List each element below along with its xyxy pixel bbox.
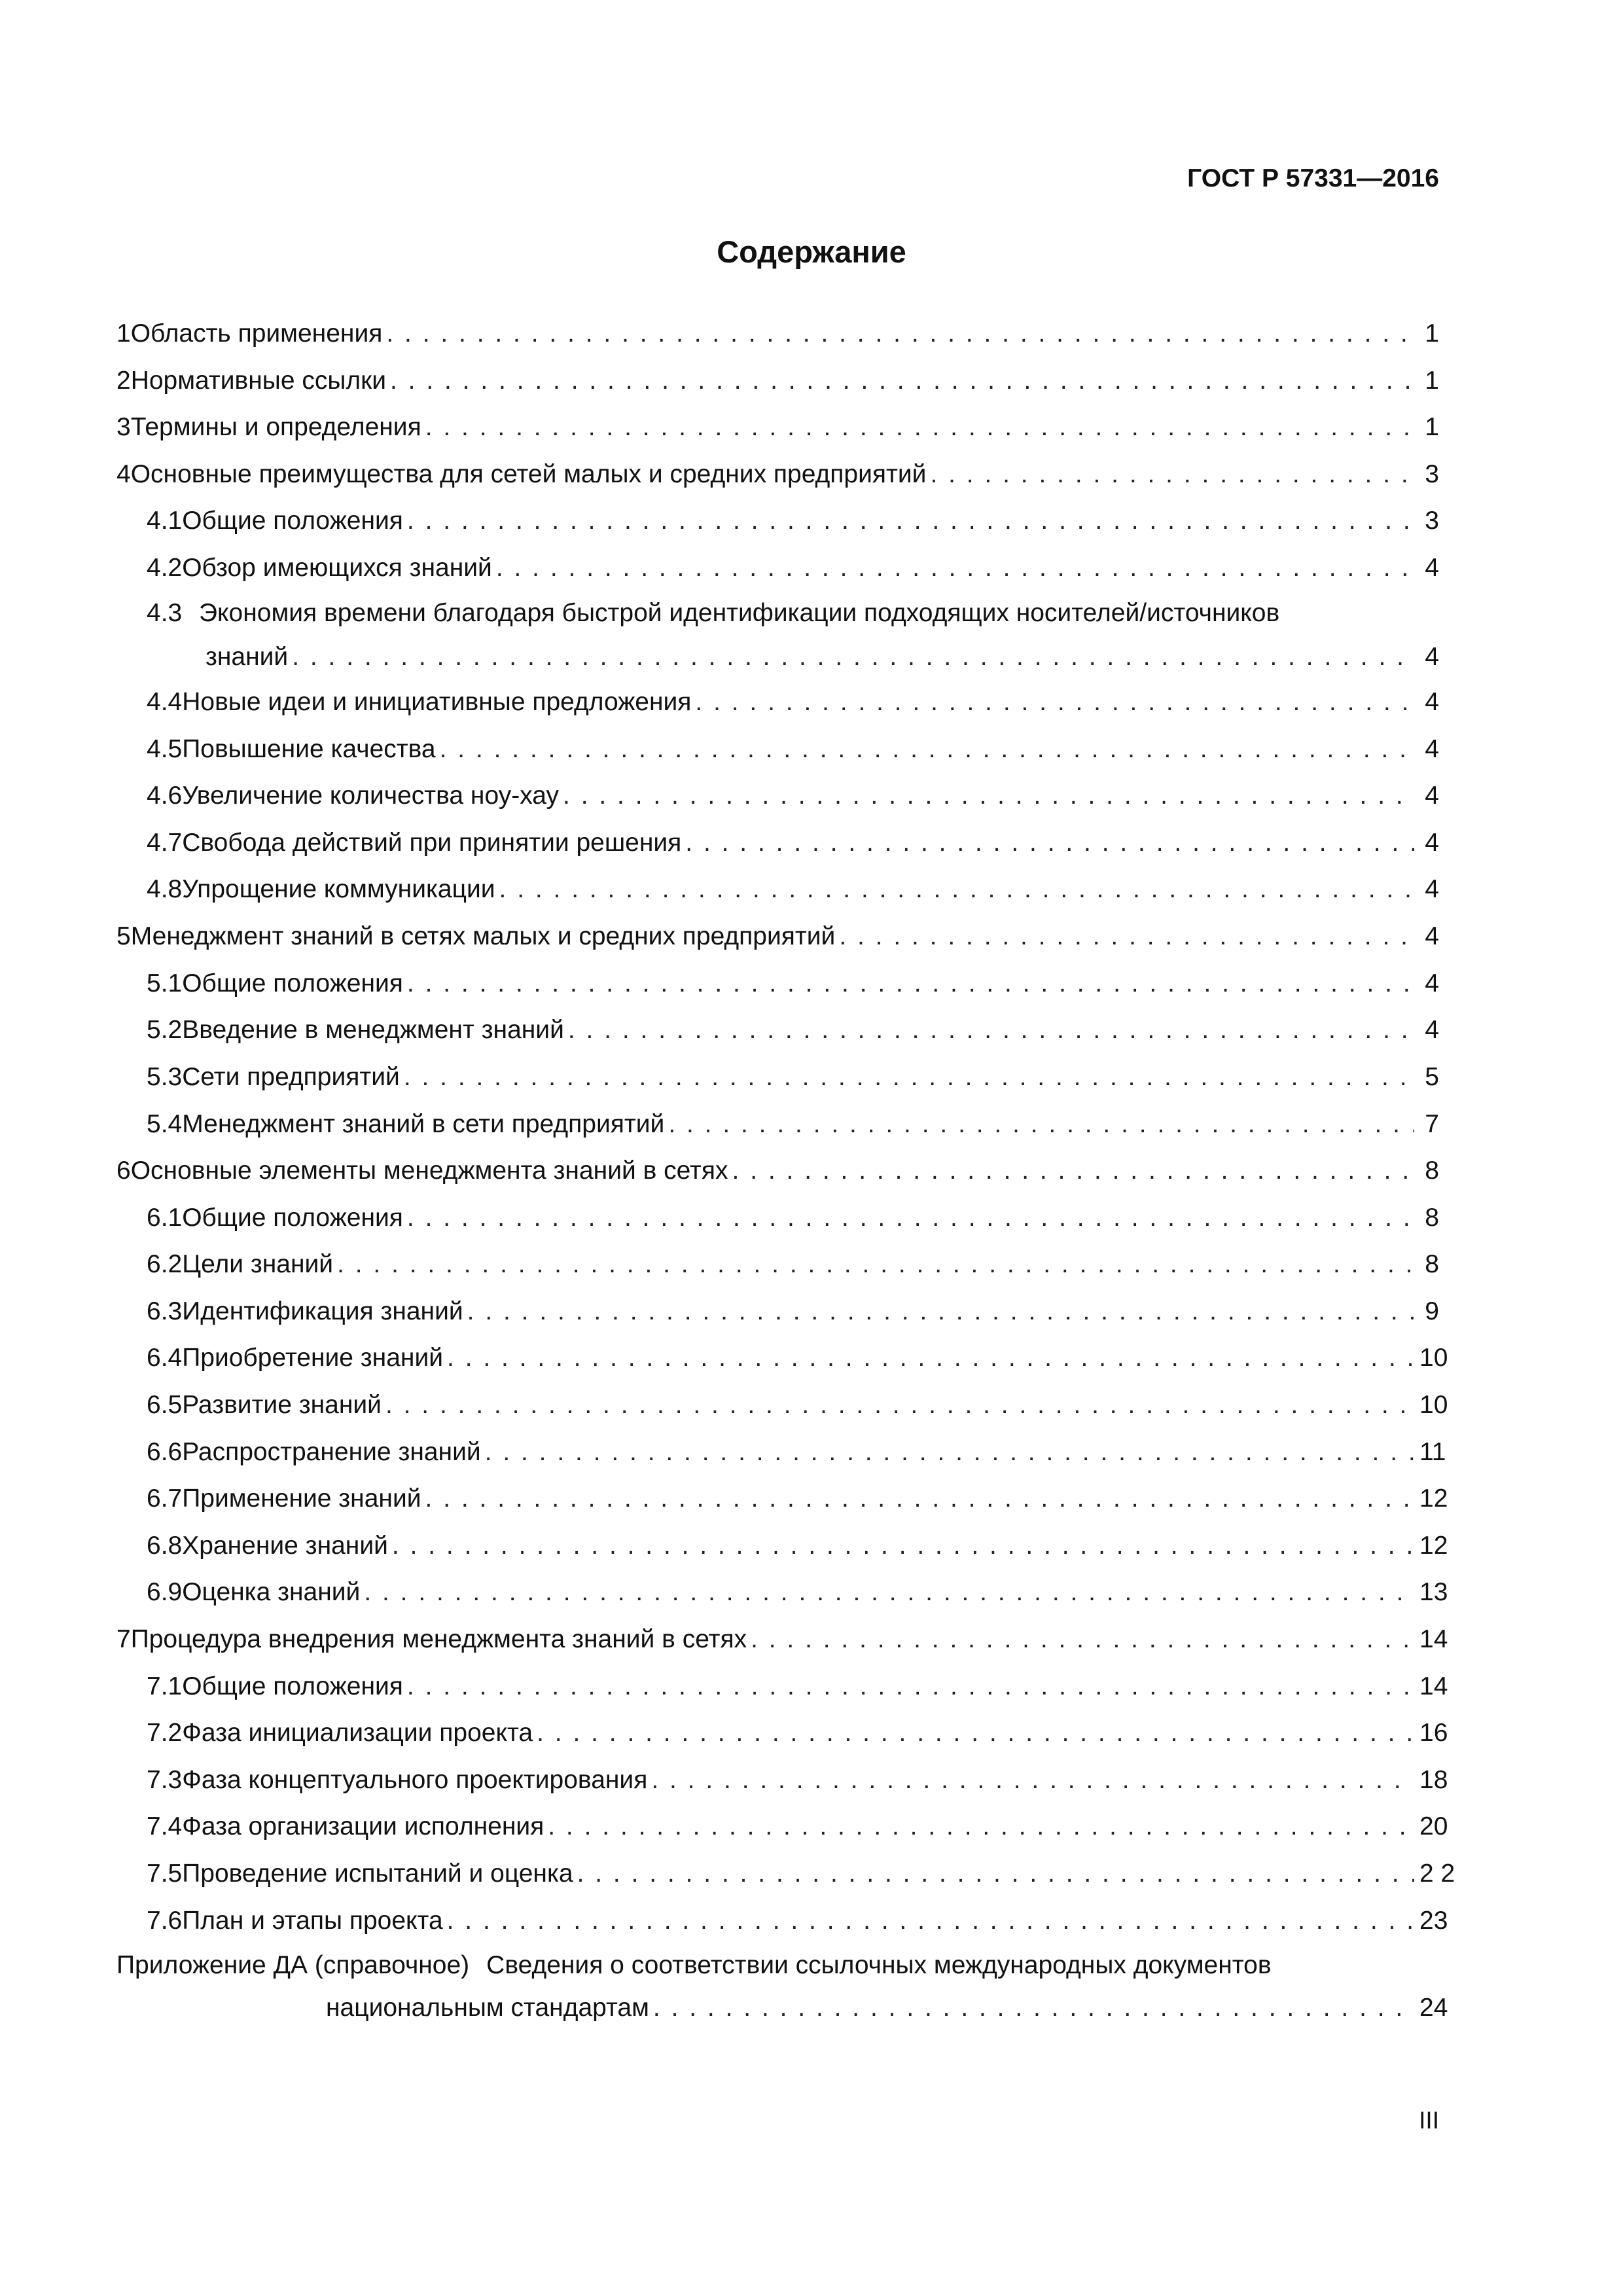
toc-entry-title: План и этапы проекта bbox=[182, 1907, 443, 1935]
toc-entry[interactable] bbox=[147, 728, 1439, 770]
toc-entry-page: 9 bbox=[1425, 1297, 1439, 1325]
toc-entry-number: 4.3 bbox=[147, 599, 183, 627]
toc-entry-number: 3 bbox=[116, 413, 131, 441]
dot-leader bbox=[388, 1525, 1414, 1567]
dot-leader bbox=[647, 1759, 1414, 1801]
toc-entry-number: 4.8 bbox=[147, 875, 183, 903]
dot-leader bbox=[463, 1291, 1414, 1333]
toc-entry-page: 10 bbox=[1419, 1391, 1448, 1419]
toc-entry-title: Фаза инициализации проекта bbox=[182, 1719, 533, 1747]
toc-entry-number: 6.5 bbox=[147, 1391, 183, 1419]
toc-entry-number: 6.3 bbox=[147, 1297, 183, 1325]
toc-entry-number: 4.4 bbox=[147, 688, 183, 716]
dot-leader bbox=[443, 1900, 1414, 1942]
dot-leader bbox=[421, 1478, 1414, 1520]
toc-entry-title: Менеджмент знаний в сетях малых и средних предприятий bbox=[130, 922, 836, 950]
toc-entry-page: 11 bbox=[1419, 1438, 1446, 1466]
toc-entry[interactable] bbox=[147, 1431, 1446, 1473]
toc-entry-page: 4 bbox=[1425, 969, 1439, 997]
toc-entry-number: 5.4 bbox=[147, 1110, 183, 1138]
toc-entry-number: 5.2 bbox=[147, 1016, 183, 1044]
dot-leader bbox=[403, 1666, 1414, 1708]
toc-entry-page: 2 2 bbox=[1419, 1859, 1455, 1888]
toc-entry-title: Увеличение количества ноу-хау bbox=[182, 781, 560, 810]
toc-entry-title: Менеджмент знаний в сети предприятий bbox=[182, 1110, 665, 1138]
toc-entry-number: 6 bbox=[116, 1157, 131, 1185]
toc-entry-page: 8 bbox=[1425, 1157, 1439, 1185]
toc-entry-number: 7.6 bbox=[147, 1907, 183, 1935]
document-code: ГОСТ Р 57331—2016 bbox=[1187, 164, 1439, 192]
dot-leader bbox=[333, 1244, 1414, 1285]
toc-entry[interactable] bbox=[147, 1478, 1448, 1520]
toc-entry-title: Упрощение коммуникации bbox=[182, 875, 495, 903]
toc-entry-number: 6.7 bbox=[147, 1484, 183, 1513]
toc-entry-number: 7.2 bbox=[147, 1719, 183, 1747]
toc-entry[interactable] bbox=[147, 1853, 1455, 1895]
toc-entry[interactable] bbox=[147, 547, 1439, 589]
toc-entry-page: 16 bbox=[1419, 1719, 1448, 1747]
toc-entry-page: 3 bbox=[1425, 460, 1439, 488]
toc-entry-page: 7 bbox=[1425, 1110, 1439, 1138]
toc-entry-title: Фаза концептуального проектирования bbox=[182, 1766, 648, 1794]
dot-leader bbox=[382, 1384, 1414, 1426]
toc-entry-page: 14 bbox=[1419, 1625, 1448, 1653]
toc-entry-number: 4.7 bbox=[147, 829, 183, 857]
toc-entry[interactable] bbox=[147, 1056, 1439, 1098]
toc-entry-number: 4.6 bbox=[147, 781, 183, 810]
toc-entry-number: 5.1 bbox=[147, 969, 183, 997]
toc-entry-number: 6.9 bbox=[147, 1578, 183, 1606]
dot-leader bbox=[564, 1009, 1414, 1051]
toc-entry-number: 6.8 bbox=[147, 1532, 183, 1560]
toc-entry[interactable] bbox=[116, 406, 1439, 448]
toc-entry-title-continued: знаний bbox=[205, 643, 289, 671]
toc-entry-number: 7 bbox=[116, 1625, 131, 1653]
toc-entry-number: 4.1 bbox=[147, 507, 183, 535]
toc-entry-page: 4 bbox=[1425, 1016, 1439, 1044]
dot-leader bbox=[436, 728, 1414, 770]
toc-entry[interactable] bbox=[147, 1712, 1448, 1754]
toc-entry-title: Хранение знаний bbox=[182, 1532, 388, 1560]
toc-entry-title: Экономия времени благодаря быстрой идентификации подходящих носителей/источников bbox=[199, 599, 1280, 627]
toc-entry-page: 5 bbox=[1425, 1063, 1439, 1091]
toc-entry-title: Сети предприятий bbox=[182, 1063, 400, 1091]
toc-entry[interactable] bbox=[205, 636, 1439, 678]
toc-entry-title: Обзор имеющихся знаний bbox=[182, 554, 492, 582]
toc-entry-number: 7.4 bbox=[147, 1812, 183, 1840]
dot-leader bbox=[559, 775, 1414, 817]
toc-entry-title: Общие положения bbox=[182, 1672, 403, 1700]
toc-entry[interactable] bbox=[147, 1244, 1439, 1285]
dot-leader bbox=[681, 822, 1414, 864]
dot-leader bbox=[649, 1987, 1414, 2029]
toc-entry-page: 4 bbox=[1425, 643, 1439, 671]
toc-entry-title: Сведения о соответствии ссылочных международных документов bbox=[486, 1951, 1272, 1979]
dot-leader bbox=[573, 1853, 1414, 1895]
toc-entry-page: 10 bbox=[1419, 1344, 1448, 1372]
toc-entry[interactable] bbox=[116, 916, 1439, 958]
toc-entry-number: 6.2 bbox=[147, 1250, 183, 1278]
toc-entry-title: Распространение знаний bbox=[182, 1438, 481, 1466]
toc-entry-page: 8 bbox=[1425, 1250, 1439, 1278]
toc-entry-title: Процедура внедрения менеджмента знаний в сетях bbox=[130, 1625, 747, 1653]
toc-entry-title: Термины и определения bbox=[130, 413, 421, 441]
toc-entry-number: 4 bbox=[116, 460, 131, 488]
dot-leader bbox=[495, 869, 1414, 910]
toc-entry-title: Основные элементы менеджмента знаний в сетях bbox=[130, 1157, 728, 1185]
dot-leader bbox=[533, 1712, 1414, 1754]
toc-entry[interactable] bbox=[147, 1384, 1448, 1426]
toc-entry[interactable] bbox=[147, 1759, 1448, 1801]
toc-entry-page: 18 bbox=[1419, 1766, 1448, 1794]
toc-entry-number: Приложение ДА (справочное) bbox=[116, 1951, 470, 1979]
toc-entry-number: 5 bbox=[116, 922, 131, 950]
toc-entry-number: 7.5 bbox=[147, 1859, 183, 1888]
toc-entry-title: Нормативные ссылки bbox=[130, 367, 386, 395]
toc-entry-page: 13 bbox=[1419, 1578, 1448, 1606]
toc-entry[interactable] bbox=[147, 681, 1439, 723]
toc-entry[interactable] bbox=[147, 1806, 1448, 1848]
toc-entry-title: Введение в менеджмент знаний bbox=[182, 1016, 564, 1044]
dot-leader bbox=[492, 547, 1414, 589]
dot-leader bbox=[835, 916, 1414, 958]
dot-leader bbox=[403, 963, 1414, 1005]
toc-entry-number: 4.2 bbox=[147, 554, 183, 582]
dot-leader bbox=[443, 1337, 1414, 1379]
dot-leader bbox=[728, 1150, 1414, 1192]
toc-entry-number: 7.1 bbox=[147, 1672, 183, 1700]
toc-entry-page: 8 bbox=[1425, 1204, 1439, 1232]
toc-entry[interactable] bbox=[147, 1525, 1448, 1567]
dot-leader bbox=[691, 681, 1414, 723]
toc-entry-number: 4.5 bbox=[147, 735, 183, 763]
dot-leader bbox=[481, 1431, 1414, 1473]
page-number: III bbox=[1419, 2107, 1439, 2134]
toc-entry-number: 6.6 bbox=[147, 1438, 183, 1466]
dot-leader bbox=[403, 500, 1414, 542]
toc-entry-page: 3 bbox=[1425, 507, 1439, 535]
dot-leader bbox=[386, 360, 1414, 402]
page-title: Содержание bbox=[717, 234, 906, 269]
toc-entry[interactable] bbox=[147, 500, 1439, 542]
toc-entry-page: 4 bbox=[1425, 688, 1439, 716]
toc-entry[interactable] bbox=[147, 963, 1439, 1005]
toc-entry-page: 4 bbox=[1425, 735, 1439, 763]
toc-entry-title: Общие положения bbox=[182, 969, 403, 997]
toc-entry-title: Свобода действий при принятии решения bbox=[182, 829, 682, 857]
toc-entry-page: 23 bbox=[1419, 1907, 1448, 1935]
toc-entry[interactable] bbox=[116, 1619, 1448, 1660]
toc-entry-title: Повышение качества bbox=[182, 735, 436, 763]
toc-entry-number: 5.3 bbox=[147, 1063, 183, 1091]
dot-leader bbox=[382, 313, 1414, 355]
toc-entry[interactable] bbox=[147, 1197, 1439, 1239]
toc-entry-page: 14 bbox=[1419, 1672, 1448, 1700]
dot-leader bbox=[926, 454, 1414, 495]
toc-entry[interactable] bbox=[147, 822, 1439, 864]
toc-entry-title: Фаза организации исполнения bbox=[182, 1812, 544, 1840]
toc-entry[interactable] bbox=[116, 454, 1439, 495]
dot-leader bbox=[288, 636, 1414, 678]
toc-entry[interactable] bbox=[147, 1900, 1448, 1942]
toc-entry-line bbox=[116, 1945, 1272, 1986]
toc-entry-title: Цели знаний bbox=[182, 1250, 334, 1278]
dot-leader bbox=[400, 1056, 1414, 1098]
toc-entry-title: Общие положения bbox=[182, 507, 403, 535]
toc-entry[interactable] bbox=[147, 1103, 1439, 1145]
toc-entry-title: Новые идеи и инициативные предложения bbox=[182, 688, 692, 716]
toc-entry[interactable] bbox=[147, 775, 1439, 817]
dot-leader bbox=[747, 1619, 1414, 1660]
toc-entry[interactable] bbox=[147, 1571, 1448, 1613]
toc-entry-number: 1 bbox=[116, 319, 131, 348]
toc-entry-title-continued: национальным стандартам bbox=[326, 1994, 649, 2022]
toc-entry-page: 12 bbox=[1419, 1484, 1448, 1513]
toc-entry-number: 2 bbox=[116, 367, 131, 395]
dot-leader bbox=[403, 1197, 1414, 1239]
toc-entry-page: 12 bbox=[1419, 1532, 1448, 1560]
toc-entry-page: 1 bbox=[1425, 319, 1439, 348]
toc-entry-title: Общие положения bbox=[182, 1204, 403, 1232]
toc-entry[interactable] bbox=[147, 1291, 1439, 1333]
toc-entry-line bbox=[147, 592, 1279, 634]
toc-entry-page: 4 bbox=[1425, 829, 1439, 857]
toc-entry-page: 24 bbox=[1419, 1994, 1448, 2022]
toc-entry[interactable] bbox=[116, 1150, 1439, 1192]
toc-entry-title: Проведение испытаний и оценка bbox=[182, 1859, 573, 1888]
toc-entry-title: Область применения bbox=[130, 319, 383, 348]
toc-entry-page: 1 bbox=[1425, 413, 1439, 441]
toc-entry-number: 7.3 bbox=[147, 1766, 183, 1794]
toc-entry-page: 4 bbox=[1425, 922, 1439, 950]
toc-entry-title: Приобретение знаний bbox=[182, 1344, 444, 1372]
toc-entry[interactable] bbox=[147, 1337, 1448, 1379]
toc-entry[interactable] bbox=[147, 1666, 1448, 1708]
toc-entry-page: 20 bbox=[1419, 1812, 1448, 1840]
toc-entry[interactable] bbox=[116, 360, 1439, 402]
dot-leader bbox=[360, 1571, 1414, 1613]
dot-leader bbox=[664, 1103, 1414, 1145]
toc-entry[interactable] bbox=[116, 313, 1439, 355]
toc-entry-title: Основные преимущества для сетей малых и средних предприятий bbox=[130, 460, 927, 488]
toc-entry-title: Применение знаний bbox=[182, 1484, 421, 1513]
toc-entry[interactable] bbox=[147, 869, 1439, 910]
toc-entry-page: 4 bbox=[1425, 781, 1439, 810]
toc-entry-page: 4 bbox=[1425, 875, 1439, 903]
toc-entry-page: 4 bbox=[1425, 554, 1439, 582]
toc-entry-title: Оценка знаний bbox=[182, 1578, 361, 1606]
toc-entry-number: 6.1 bbox=[147, 1204, 183, 1232]
toc-entry[interactable] bbox=[326, 1987, 1448, 2029]
toc-entry-title: Идентификация знаний bbox=[182, 1297, 463, 1325]
toc-entry[interactable] bbox=[147, 1009, 1439, 1051]
toc-entry-number: 6.4 bbox=[147, 1344, 183, 1372]
toc-entry-title: Развитие знаний bbox=[182, 1391, 382, 1419]
toc-entry-page: 1 bbox=[1425, 367, 1439, 395]
dot-leader bbox=[421, 406, 1414, 448]
dot-leader bbox=[544, 1806, 1414, 1848]
